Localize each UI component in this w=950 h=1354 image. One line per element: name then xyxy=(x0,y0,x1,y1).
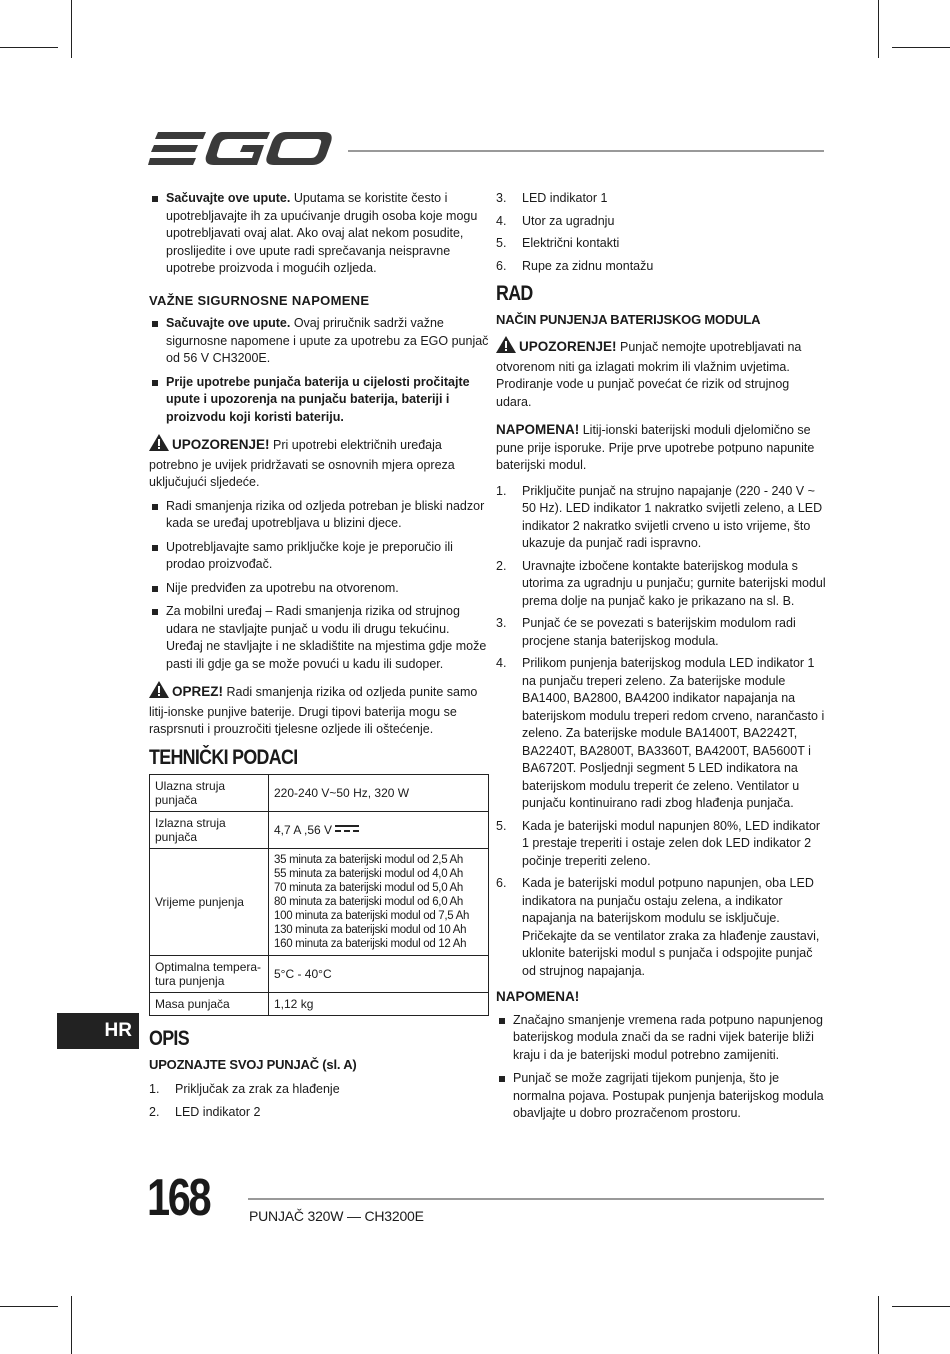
part-number: 4. xyxy=(496,213,507,228)
table-value: 220-240 V~50 Hz, 320 W xyxy=(269,775,489,812)
part-text: Priključak za zrak za hlađenje xyxy=(175,1082,340,1096)
crop-mark xyxy=(892,1306,950,1307)
table-row xyxy=(150,849,489,956)
charging-time-line: 35 minuta za baterijski modul od 2,5 Ah xyxy=(274,854,464,866)
step-text: Priključite punjač na strujno napajanje (220 - 240 V ~ 50 Hz). LED indikator 1 nakratko svijetli zeleno, a LED indikator 2 nakratko svijetli crveno u isto vrijeme, što ukazuje da punjač radi ispravno. xyxy=(522,483,823,550)
header-rule xyxy=(348,150,824,152)
safety-bullet-bold: Prije upotrebe punjača baterija u cijelosti pročitajte upute i upozorenja na punjaču baterija, bateriji i proizvodu koji koristi bateriju. xyxy=(166,374,470,424)
part-number: 2. xyxy=(149,1104,160,1119)
step-text: Kada je baterijski modul napunjen 80%, LED indikator 1 prestaje treperiti i ostaje zelen dok LED indikator 2 počinje treperiti zeleno. xyxy=(522,818,821,868)
part-text: LED indikator 2 xyxy=(175,1104,261,1119)
warning-icon xyxy=(149,681,169,704)
crop-mark xyxy=(0,1306,58,1307)
safety-bullet xyxy=(149,374,489,427)
caution-block xyxy=(149,681,489,739)
step-item xyxy=(496,875,826,980)
warning-text: Pri upotrebi električnih uređaja potrebno je uvijek pridržavati se osnovnih mjera opreza uključujući sljedeće. xyxy=(149,438,455,489)
intro-bullet-text: Uputama se koristite često i upotrebljavajte ih za upućivanje drugih osoba koje mogu upotrebljavati ovaj alat. Ako ovaj alat nekom posudite, proslijedite i ove upute radi sprečavanja neispravne upotrebe proizvoda i mogućih ozljeda. xyxy=(166,191,478,275)
part-text: LED indikator 1 xyxy=(522,191,608,205)
table-value: 5°C - 40°C xyxy=(269,956,489,993)
note2-heading: NAPOMENA! xyxy=(496,989,580,1004)
note2-bullet: Punjač se može zagrijati tijekom punjenja, što je normalna pojava. Postupak punjenja baterijskog modula obavljajte u dobro prozračenom prostoru. xyxy=(496,1070,826,1123)
charging-time-line: 70 minuta za baterijski modul od 5,0 Ah xyxy=(274,882,464,894)
table-row xyxy=(150,812,489,849)
crop-mark xyxy=(71,1296,72,1354)
table-key: Ulazna struja punjača xyxy=(150,775,269,812)
step-text: Kada je baterijski modul potpuno napunjen, oba LED indikatora na punjaču ostaju zelena, a indikator napajanja na baterijskom modulu se isključuje. Pričekajte da se ventilator zraka za hlađenje zaustavi, uklonite baterijski modul s punjača i odspojite punjač od strujnog napajanja. xyxy=(522,876,820,978)
footer-rule xyxy=(248,1198,824,1200)
ego-logo-graphic xyxy=(148,130,332,172)
safety-heading: VAŽNE SIGURNOSNE NAPOMENE xyxy=(149,292,370,308)
note-block xyxy=(496,421,826,475)
caution-label: OPREZ! xyxy=(172,684,224,699)
step-item xyxy=(496,558,826,611)
part-item xyxy=(149,1104,489,1122)
part-item xyxy=(496,258,826,276)
warning-label: UPOZORENJE! xyxy=(172,437,270,452)
crop-mark xyxy=(0,47,58,48)
warning-bullet: Radi smanjenja rizika od ozljeda potreban je bliski nadzor kada se uređaj upotrebljava u blizini djece. xyxy=(149,498,489,533)
charging-time-line: 80 minuta za baterijski modul od 6,0 Ah xyxy=(274,896,464,908)
warning-bullet: Za mobilni uređaj – Radi smanjenja rizika od strujnog udara ne stavljajte punjač u vodu ili drugu tekućinu. Uređaj ne stavljajte i ne skladištite na mjestima gdje može pasti ili gdje ga se može povući u kadu ili sudoper. xyxy=(149,603,489,673)
warning-icon xyxy=(149,434,169,457)
table-value: 1,12 kg xyxy=(269,993,489,1016)
language-tab: HR xyxy=(57,1013,139,1049)
step-number: 2. xyxy=(496,558,507,573)
safety-bullet-text: Ovaj priručnik sadrži važne sigurnosne napomene i upute za upotrebu za EGO punjač od 56 V CH3200E. xyxy=(166,316,489,365)
warning-label: UPOZORENJE! xyxy=(519,339,617,354)
step-number: 5. xyxy=(496,818,507,833)
right-column xyxy=(496,190,826,1129)
caution-text: Radi smanjenja rizika od ozljeda punite samo litij-ionske punjive baterije. Drugi tipovi baterija mogu se rasprsnuti i prouzročiti tjelesne ozljede ili oštećenje. xyxy=(149,685,478,736)
part-number: 6. xyxy=(496,258,507,273)
opis-heading: OPIS xyxy=(149,1027,189,1050)
part-text: Rupe za zidnu montažu xyxy=(522,258,654,273)
dc-symbol-icon xyxy=(335,823,359,837)
table-value: 4,7 A ,56 V xyxy=(274,822,333,837)
charging-time-line: 55 minuta za baterijski modul od 4,0 Ah xyxy=(274,868,464,880)
note-label: NAPOMENA! xyxy=(496,422,580,437)
part-item xyxy=(496,190,826,208)
step-text: Punjač će se povezati s baterijskim modulom radi procjene stanja baterijskog modula. xyxy=(522,616,796,648)
charging-times-cell xyxy=(269,849,489,956)
step-text: Prilikom punjenja baterijskog modula LED indikator 1 na punjaču treperi zeleno. Za baterijske module BA1400, BA2800, BA4200 indikator napajanja na baterijskom modulu treperi redom crveno, narančasto i zeleno. Za baterijske module BA1400T, BA2242T, BA2240T, BA2800T, BA3360T, BA4200T, BA5600T i BA6720T. Posljednji segment 5 LED indikatora na baterijskom modulu treperit će zeleno. Ventilator u punjaču kontinuirano radi zbog hlađenja punjača. xyxy=(522,656,825,810)
safety-bullet-bold: Sačuvajte ove upute. xyxy=(166,316,291,330)
table-key: Masa punjača xyxy=(150,993,269,1016)
warning-block xyxy=(496,336,826,411)
table-value-cell xyxy=(269,812,489,849)
step-number: 6. xyxy=(496,876,507,890)
charging-time-line: 100 minuta za baterijski modul od 7,5 Ah xyxy=(274,910,470,922)
step-number: 4. xyxy=(496,656,507,670)
table-row xyxy=(150,956,489,993)
tech-table xyxy=(149,774,489,1016)
step-number: 3. xyxy=(496,616,507,630)
know-heading: UPOZNAJTE SVOJ PUNJAČ (sl. A) xyxy=(149,1056,357,1072)
page-number: 168 xyxy=(147,1169,210,1227)
part-item xyxy=(496,235,826,253)
warning-icon xyxy=(496,336,516,359)
ego-logo xyxy=(148,130,332,177)
charging-time-line: 160 minuta za baterijski modul od 12 Ah xyxy=(274,938,467,950)
rad-heading: RAD xyxy=(496,282,533,305)
table-key: Vrijeme punjenja xyxy=(150,849,269,956)
table-row xyxy=(150,993,489,1016)
note2-bullet: Značajno smanjenje vremena rada potpuno napunjenog baterijskog modula znači da se radni vijek baterije bliži kraju i da je baterijski modul potrebno zamijeniti. xyxy=(496,1012,826,1065)
part-number: 3. xyxy=(496,191,507,205)
step-item xyxy=(496,818,826,871)
crop-mark xyxy=(878,1296,879,1354)
part-item xyxy=(149,1081,489,1099)
crop-mark xyxy=(892,47,950,48)
table-key: Izlazna struja punjača xyxy=(150,812,269,849)
step-item xyxy=(496,655,826,813)
safety-bullet xyxy=(149,315,489,368)
note-text: Litij-ionski baterijski moduli djelomično se pune prije isporuke. Prije prve upotrebe potpuno napunite baterijski modul. xyxy=(496,423,815,472)
table-key: Optimalna tempera-tura punjenja xyxy=(150,956,269,993)
crop-mark xyxy=(71,0,72,58)
footer-text: PUNJAČ 320W — CH3200E xyxy=(249,1208,424,1224)
step-text: Uravnajte izbočene kontakte baterijskog modula s utorima za ugradnju u punjaču; gurnite baterijski modul prema dolje na punjač kako je prikazano na sl. B. xyxy=(522,558,826,608)
intro-bullet xyxy=(149,190,489,278)
charging-heading: NAČIN PUNJENJA BATERIJSKOG MODULA xyxy=(496,311,761,327)
part-text: Električni kontakti xyxy=(522,236,620,250)
charging-time-line: 130 minuta za baterijski modul od 10 Ah xyxy=(274,924,467,936)
part-number: 1. xyxy=(149,1082,160,1096)
step-item xyxy=(496,615,826,650)
part-item xyxy=(496,213,826,231)
tech-heading: TEHNIČKI PODACI xyxy=(149,745,298,769)
warning-block xyxy=(149,434,489,492)
part-number: 5. xyxy=(496,236,507,250)
step-item xyxy=(496,483,826,553)
part-text: Utor za ugradnju xyxy=(522,213,615,228)
left-column xyxy=(149,190,489,1126)
intro-bullet-bold: Sačuvajte ove upute. xyxy=(166,191,291,205)
warning-bullet: Upotrebljavajte samo priključke koje je preporučio ili prodao proizvođač. xyxy=(149,539,489,574)
warning-bullet: Nije predviđen za upotrebu na otvorenom. xyxy=(149,580,489,598)
step-number: 1. xyxy=(496,483,507,498)
steps-list xyxy=(496,483,826,981)
warning-text: Punjač nemojte upotrebljavati na otvorenom niti ga izlagati mokrim ili vlažnim uvjetima. Prodiranje vode u punjač povećat će rizik od strujnog udara. xyxy=(496,340,802,409)
crop-mark xyxy=(878,0,879,58)
table-row xyxy=(150,775,489,812)
